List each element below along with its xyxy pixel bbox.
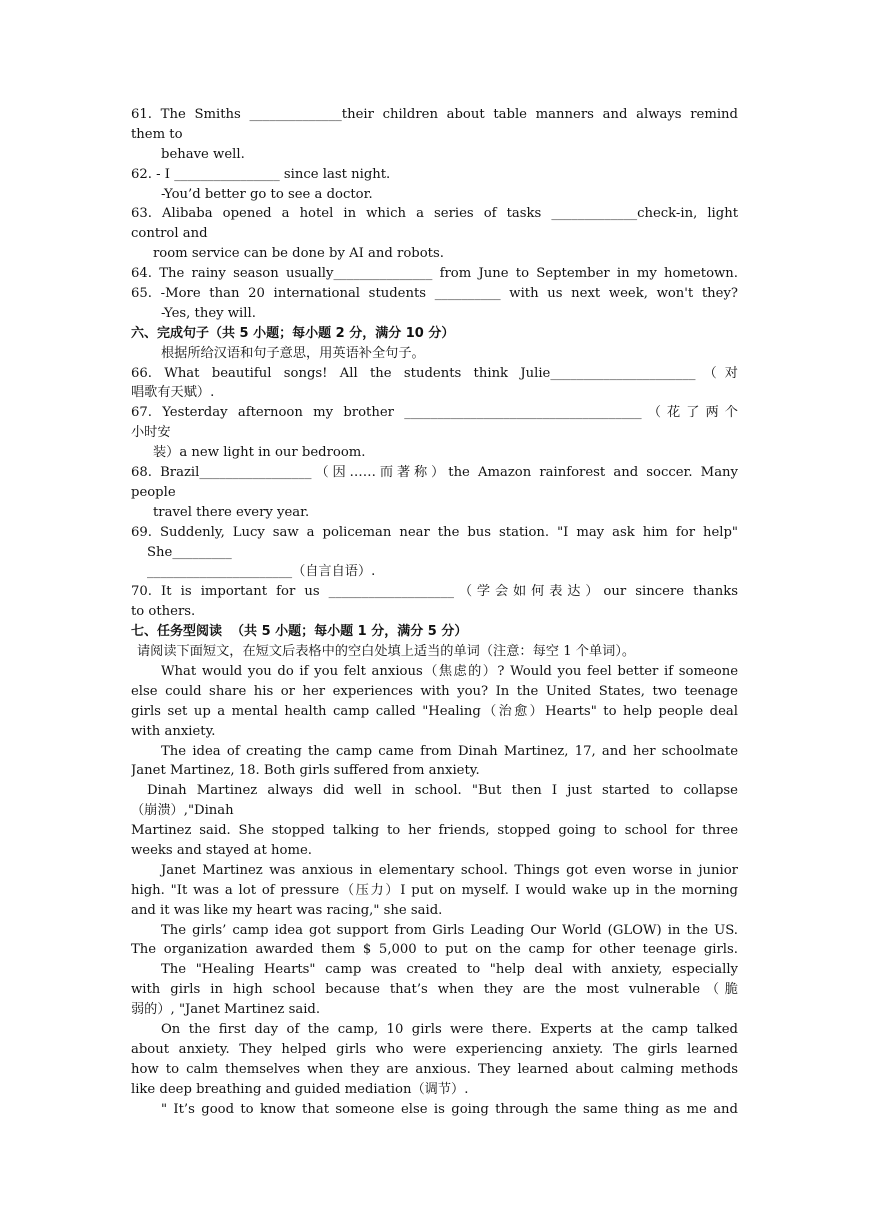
text-line: 小时安: [131, 425, 171, 441]
text-line: control and: [131, 226, 208, 242]
text-line: ______________________（自言自语）.: [147, 564, 376, 580]
text-line: and it was like my heart was racing," she said.: [131, 902, 443, 918]
text-line: What would you do if you felt anxious（焦虑的）? Would you feel better if someone: [161, 663, 738, 679]
text-line: 64. The rainy season usually_______________ from June to September in my hometown.: [131, 266, 738, 282]
text-line: " It’s good to know that someone else is going through the same thing as me and: [161, 1101, 738, 1117]
text-line: to others.: [131, 604, 196, 620]
text-line: 68. Brazil_________________（因……而著称）the Amazon rainforest and soccer. Many: [131, 465, 738, 481]
text-line: high. "It was a lot of pressure（压力）I put on myself. I would wake up in the morning: [131, 882, 738, 898]
text-line: Martinez said. She stopped talking to her friends, stopped going to school for three: [131, 823, 738, 839]
text-line: 根据所给汉语和句子意思，用英语补全句子。: [161, 345, 425, 361]
text-line: Janet Martinez was anxious in elementary school. Things got even worse in junior: [161, 862, 738, 878]
text-line: 63. Alibaba opened a hotel in which a series of tasks _____________check-in, light: [131, 206, 738, 222]
text-line: The idea of creating the camp came from Dinah Martinez, 17, and her schoolmate: [161, 743, 738, 759]
text-line: The organization awarded them $ 5,000 to put on the camp for other teenage girls.: [131, 942, 738, 958]
text-line: 唱歌有天赋）.: [131, 385, 215, 401]
text-line: 70. It is important for us ___________________（学会如何表达）our sincere thanks: [131, 584, 738, 600]
text-line: -You’d better go to see a doctor.: [161, 186, 373, 202]
text-line: 请阅读下面短文，在短文后表格中的空白处填上适当的单词（注意：每空 1 个单词）。: [137, 644, 636, 660]
text-line: -Yes, they will.: [161, 305, 256, 321]
text-line: 69. Suddenly, Lucy saw a policeman near the bus station. "I may ask him for help": [131, 524, 738, 540]
text-line: The "Healing Hearts" camp was created to "help deal with anxiety, especially: [161, 962, 738, 978]
text-line: with girls in high school because that’s when they are the most vulnerable（脆: [131, 982, 738, 998]
text-line: 66. What beautiful songs! All the students think Julie______________________（对: [131, 365, 738, 381]
text-line: behave well.: [161, 146, 245, 162]
section-heading: 六、完成句子（共 5 小题；每小题 2 分，满分 10 分）: [131, 325, 455, 341]
text-line: how to calm themselves when they are anxious. They learned about calming methods: [131, 1061, 738, 1077]
text-line: 65. -More than 20 international students __________ with us next week, won't they?: [131, 286, 738, 302]
text-line: On the first day of the camp, 10 girls were there. Experts at the camp talked: [161, 1021, 738, 1037]
text-line: The girls’ camp idea got support from Girls Leading Our World (GLOW) in the US.: [161, 922, 738, 938]
text-line: She_________: [147, 544, 232, 560]
text-line: 弱的）, "Janet Martinez said.: [131, 1002, 321, 1018]
text-line: 装）a new light in our bedroom.: [153, 445, 366, 461]
text-line: 61. The Smiths ______________their children about table manners and always remind: [131, 107, 738, 122]
text-line: else could share his or her experiences with you? In the United States, two teenage: [131, 683, 738, 699]
text-line: with anxiety.: [131, 723, 216, 739]
text-line: 62. - I ________________ since last night.: [131, 166, 391, 182]
text-line: room service can be done by AI and robots.: [153, 246, 444, 262]
text-line: people: [131, 484, 176, 500]
text-line: Janet Martinez, 18. Both girls suffered from anxiety.: [131, 763, 480, 779]
text-line: them to: [131, 126, 183, 142]
text-line: about anxiety. They helped girls who were experiencing anxiety. The girls learned: [131, 1041, 738, 1057]
text-line: 67. Yesterday afternoon my brother ____________________________________（花了两个: [131, 405, 738, 421]
text-line: Dinah Martinez always did well in school. "But then I just started to collapse: [147, 783, 738, 799]
section-heading: 七、任务型阅读 （共 5 小题；每小题 1 分，满分 5 分）: [131, 624, 468, 640]
text-line: girls set up a mental health camp called "Healing（治愈）Hearts" to help people deal: [131, 703, 738, 719]
document-page: [131, 105, 738, 1119]
text-line: like deep breathing and guided mediation（调节）.: [131, 1081, 469, 1097]
text-line: （崩溃）,"Dinah: [131, 803, 234, 819]
text-line: weeks and stayed at home.: [131, 842, 312, 858]
text-line: travel there every year.: [153, 504, 310, 520]
